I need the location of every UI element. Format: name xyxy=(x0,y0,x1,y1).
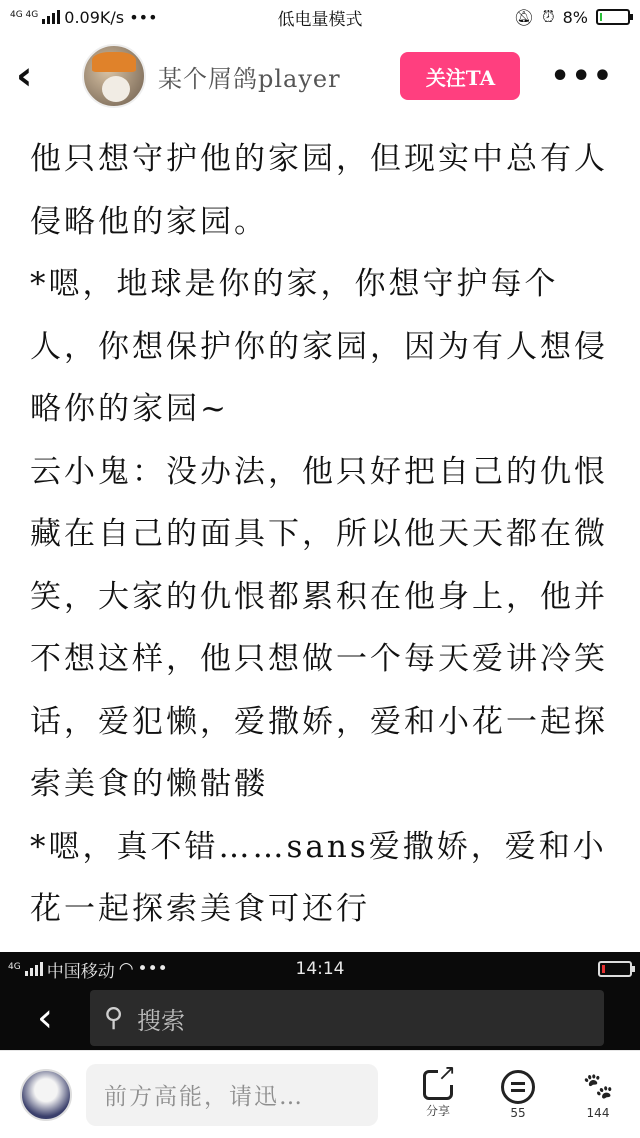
share-icon xyxy=(423,1070,453,1100)
overlay-battery-icon xyxy=(598,961,632,977)
alarm-icon: ⏰︎ xyxy=(542,7,555,26)
search-input[interactable] xyxy=(90,990,604,1046)
follow-button[interactable]: 关注TA xyxy=(400,52,520,100)
comment-icon xyxy=(501,1070,535,1104)
back-button[interactable]: ‹ xyxy=(16,53,33,99)
search-bar xyxy=(0,986,640,1050)
action-group xyxy=(410,1070,626,1120)
battery-fill xyxy=(600,13,602,21)
bottom-action-bar xyxy=(0,1050,640,1138)
status-left xyxy=(10,8,158,27)
comment-input[interactable]: 前方高能，请迅… xyxy=(86,1064,378,1126)
clock: 14:14 xyxy=(295,959,345,979)
overlay-battery-fill xyxy=(602,965,605,973)
power-saving-mode: 低电量模式 xyxy=(277,9,363,30)
author-name[interactable]: 某个屑鸽player xyxy=(158,64,341,93)
user-avatar[interactable] xyxy=(20,1069,72,1121)
story-paragraph: 他只想守护他的家园，但现实中总有人侵略他的家园。 xyxy=(30,141,608,240)
status-bar xyxy=(0,0,640,34)
author-avatar[interactable] xyxy=(82,44,146,108)
overlay-dots: ••• xyxy=(137,959,168,979)
story-paragraph: *嗯，地球是你的家，你想守护每个人，你想保护你的家园，因为有人想侵略你的家园~ xyxy=(30,266,608,427)
wifi-icon: ◠ xyxy=(118,959,134,979)
mute-icon: 🔕︎ xyxy=(513,7,535,27)
comment-button[interactable] xyxy=(490,1070,546,1120)
overlay-signal-icon xyxy=(25,962,43,976)
like-count: 144 xyxy=(586,1105,610,1120)
network-type: 4G 4G xyxy=(10,9,39,20)
carrier-name: 中国移动 xyxy=(46,961,115,982)
story-paragraph: *嗯，真不错……sans爱撒娇，爱和小花一起探索美食可还行 xyxy=(30,828,607,927)
overlay-status-left xyxy=(8,957,168,982)
search-placeholder: 搜索 xyxy=(137,1006,186,1035)
status-right xyxy=(514,7,630,27)
signal-icon xyxy=(42,10,60,24)
battery-icon xyxy=(596,9,630,25)
more-options-icon[interactable]: ••• xyxy=(550,58,614,94)
network-speed: 0.09K/s ••• xyxy=(64,7,158,27)
story-content xyxy=(30,128,620,941)
overlay-status-bar xyxy=(0,952,640,986)
overlay-network-type: 4G xyxy=(8,961,21,972)
like-button[interactable] xyxy=(570,1070,626,1120)
search-icon: ⚲ xyxy=(104,1003,124,1033)
search-back-button[interactable]: ‹ xyxy=(37,995,53,1041)
paw-icon: 🐾︎ xyxy=(580,1069,616,1103)
story-paragraph: 云小鬼：没办法，他只好把自己的仇恨藏在自己的面具下，所以他天天都在微笑，大家的仇恨都累积在他身上，他并不想这样，他只想做一个每天爱讲冷笑话，爱犯懒，爱撒娇，爱和小花一起探索美食的懒骷髅 xyxy=(30,453,608,802)
share-button[interactable] xyxy=(410,1070,466,1120)
battery-percent: 8% xyxy=(562,7,588,27)
profile-header xyxy=(0,34,640,118)
comment-count: 55 xyxy=(510,1105,526,1120)
share-label: 分享 xyxy=(425,1103,450,1118)
